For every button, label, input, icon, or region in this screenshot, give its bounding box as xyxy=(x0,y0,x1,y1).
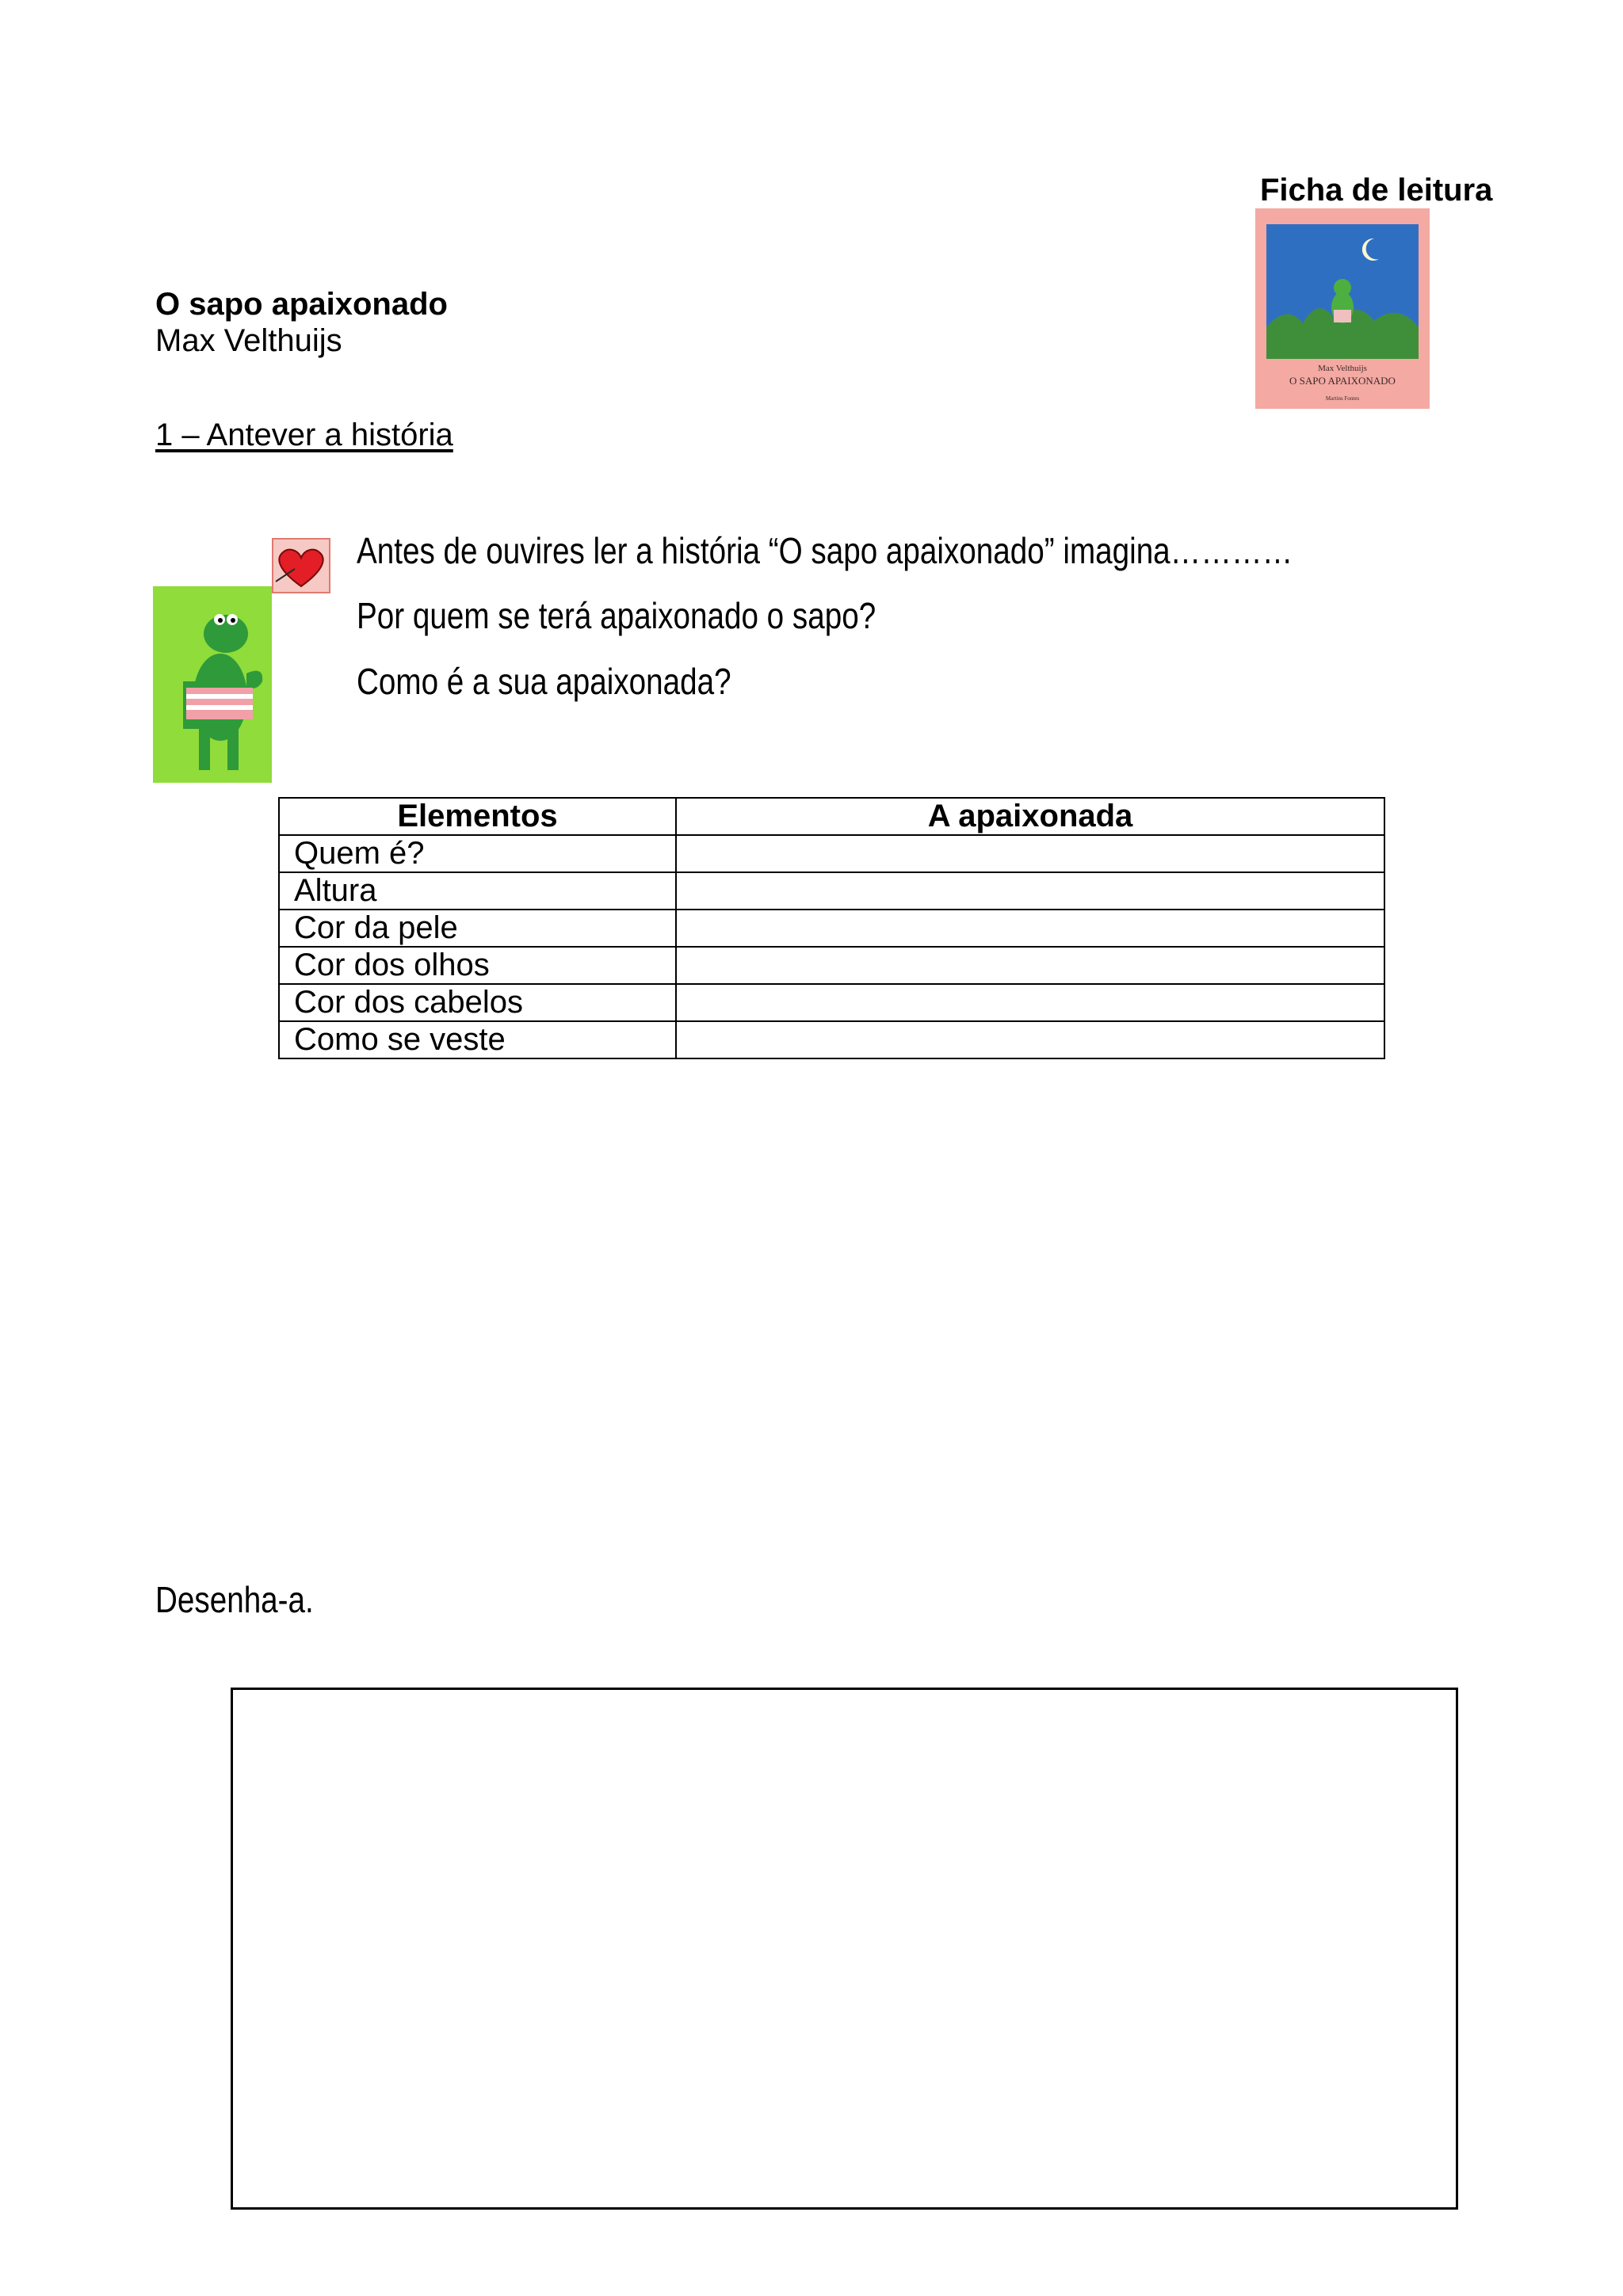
book-author: Max Velthuijs xyxy=(155,323,342,358)
cover-author: Max Velthuijs xyxy=(1318,364,1367,373)
table-row xyxy=(279,872,1384,910)
header-apaixonada: A apaixonada xyxy=(676,798,1384,835)
sheet-title: Ficha de leitura xyxy=(1260,173,1493,208)
answer-cell[interactable] xyxy=(676,1021,1384,1058)
prompt-line-3: Como é a sua apaixonada? xyxy=(357,661,731,702)
row-label: Altura xyxy=(279,872,676,910)
answer-cell[interactable] xyxy=(676,872,1384,910)
row-label: Cor dos cabelos xyxy=(279,984,676,1021)
table-row xyxy=(279,1021,1384,1058)
row-label: Como se veste xyxy=(279,1021,676,1058)
row-label: Cor da pele xyxy=(279,910,676,947)
drawing-label: Desenha-a. xyxy=(155,1579,314,1620)
answer-cell[interactable] xyxy=(676,984,1384,1021)
drawing-box[interactable] xyxy=(231,1688,1458,2210)
header-elementos: Elementos xyxy=(279,798,676,835)
cover-publisher: Martins Fontes xyxy=(1325,395,1360,402)
table-row xyxy=(279,835,1384,872)
prompt-line-2: Por quem se terá apaixonado o sapo? xyxy=(357,595,876,636)
heart-icon xyxy=(271,537,331,594)
cover-title: O SAPO APAIXONADO xyxy=(1289,375,1396,387)
elements-table xyxy=(278,797,1385,1059)
book-title: O sapo apaixonado xyxy=(155,287,448,322)
book-cover-image xyxy=(1255,208,1430,409)
frog-illustration xyxy=(153,586,272,783)
table-row xyxy=(279,984,1384,1021)
answer-cell[interactable] xyxy=(676,947,1384,984)
row-label: Cor dos olhos xyxy=(279,947,676,984)
table-row xyxy=(279,947,1384,984)
table-header-row xyxy=(279,798,1384,835)
answer-cell[interactable] xyxy=(676,910,1384,947)
prompt-line-1: Antes de ouvires ler a história “O sapo apaixonado” imagina………… xyxy=(357,530,1293,571)
row-label: Quem é? xyxy=(279,835,676,872)
section-heading: 1 – Antever a história xyxy=(155,418,453,452)
table-row xyxy=(279,910,1384,947)
answer-cell[interactable] xyxy=(676,835,1384,872)
